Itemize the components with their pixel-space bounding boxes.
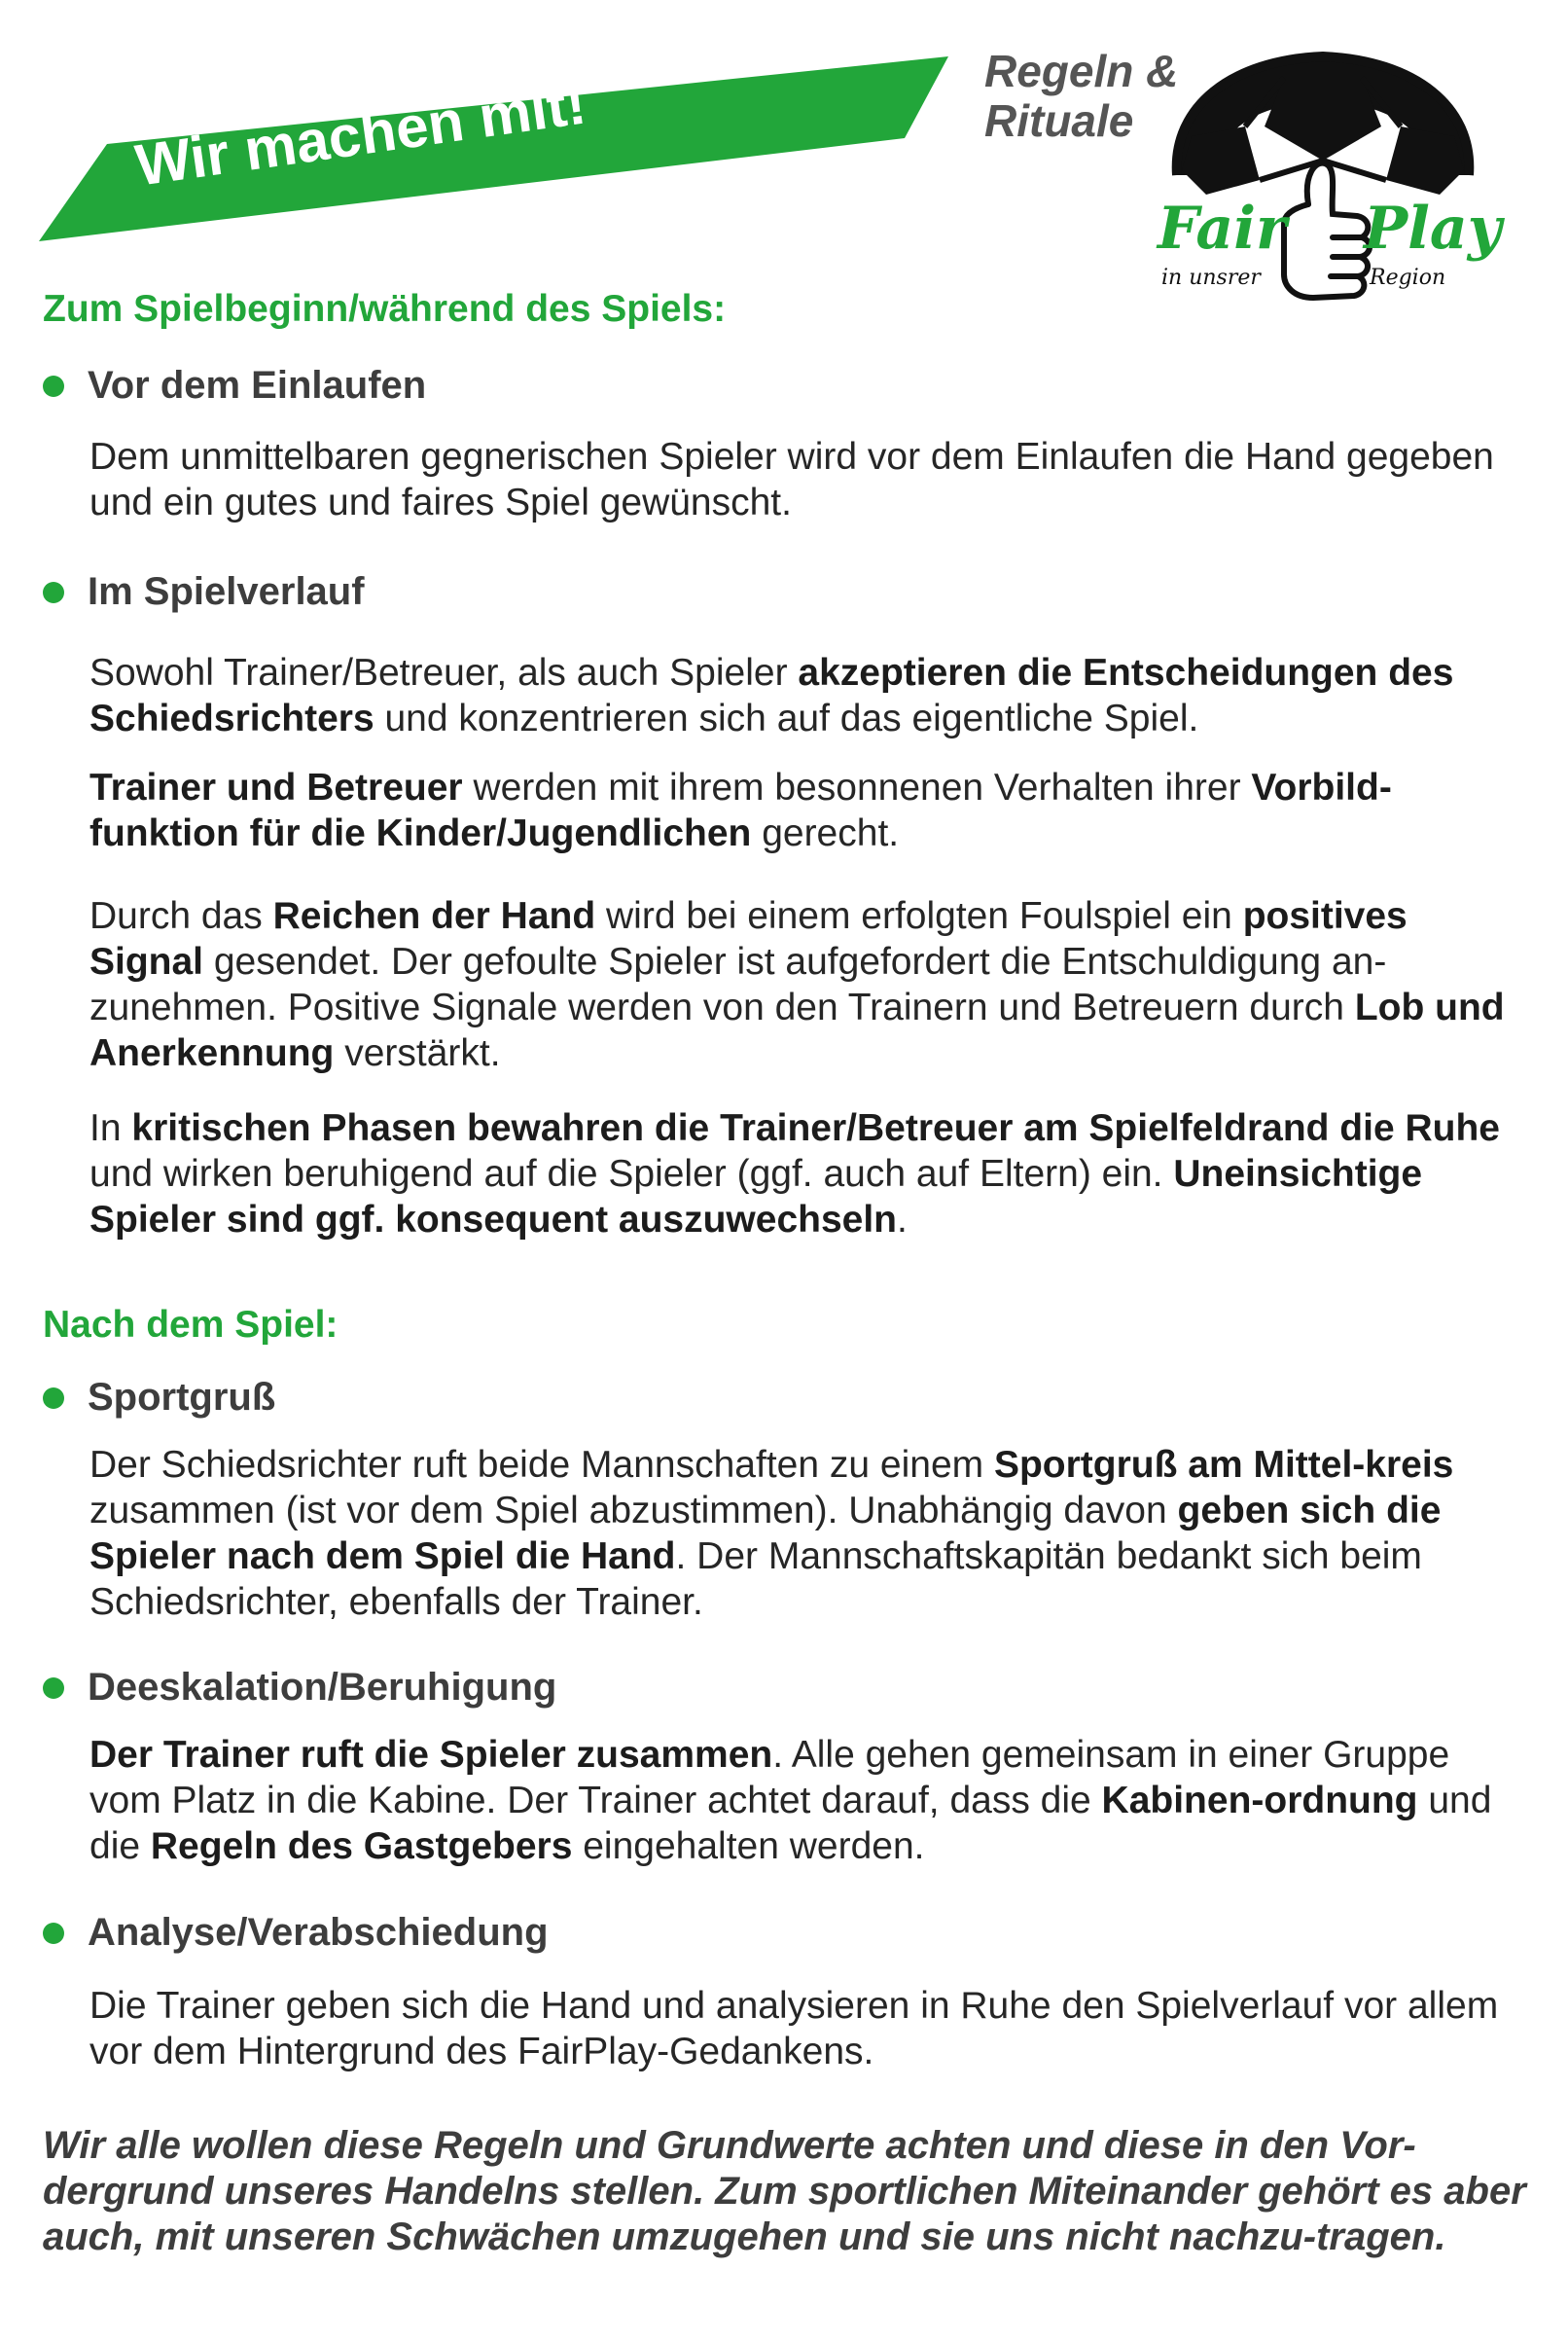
bullet-icon <box>43 582 64 603</box>
bullet-icon <box>43 1923 64 1944</box>
logo-tag-left: in unsrer <box>1161 266 1261 290</box>
bold-text: Lob und Anerkennung <box>89 987 1505 1074</box>
paragraph <box>89 1442 1519 1625</box>
item-heading: Vor dem Einlaufen <box>88 364 427 407</box>
bold-text: geben sich die Spieler nach dem Spiel die Hand <box>89 1490 1442 1577</box>
fair-play-logo <box>1138 49 1508 379</box>
bullet-icon <box>43 1387 64 1409</box>
text-run: Sowohl Trainer/Betreuer, als auch Spieler <box>89 652 799 694</box>
paragraph: Dem unmittelbaren gegnerischen Spieler wird vor dem Einlaufen die Hand gegeben und ein gutes und faires Spiel gewünscht. <box>89 436 1494 523</box>
text-run: zusammen (ist vor dem Spiel abzustimmen). Unabhängig davon <box>89 1490 1178 1531</box>
text-run: wird bei einem erfolgten Foulspiel ein <box>595 895 1243 937</box>
title-line-2: Rituale <box>984 94 1134 146</box>
bold-text: Vorbild-funktion für die Kinder/Jugendlichen <box>89 767 1392 854</box>
bold-text: Trainer und Betreuer <box>89 767 463 809</box>
item-im-spielverlauf <box>43 570 365 614</box>
text-run: verstärkt. <box>334 1032 501 1074</box>
title-line-1: Regeln & <box>984 46 1179 96</box>
bold-text: kritischen Phasen bewahren die Trainer/Betreuer am Spielfeldrand die Ruhe <box>131 1107 1500 1149</box>
section-title-after: Nach dem Spiel: <box>43 1304 339 1346</box>
text-run: In <box>89 1107 132 1149</box>
text-run: und konzentrieren sich auf das eigentliche Spiel. <box>374 698 1199 739</box>
paragraph: Die Trainer geben sich die Hand und analysieren in Ruhe den Spielverlauf vor allem vor dem Hintergrund des FairPlay-Gedankens. <box>89 1985 1499 2072</box>
paragraph <box>89 650 1519 741</box>
logo-word-play: Play <box>1364 195 1502 263</box>
item-heading: Im Spielverlauf <box>88 570 365 613</box>
text-run: und wirken beruhigend auf die Spieler (ggf. auch auf Eltern) ein. <box>89 1153 1174 1195</box>
bold-text: Uneinsichtige Spieler sind ggf. konsequent auszuwechseln <box>89 1153 1423 1241</box>
text-run: gesendet. Der gefoulte Spieler ist aufgefordert die Entschuldigung an-zunehmen. Positive Signale werden von den Trainern und Betreuern durch <box>89 941 1387 1028</box>
item-heading: Analyse/Verabschiedung <box>88 1911 549 1954</box>
bold-text: Kabinen-ordnung <box>1101 1780 1418 1821</box>
bold-text: akzeptieren die Entscheidungen des Schiedsrichters <box>89 652 1454 739</box>
text-run: Der Schiedsrichter ruft beide Mannschaften zu einem <box>89 1444 994 1486</box>
item-deeskalation <box>43 1666 556 1710</box>
text-run: gerecht. <box>751 812 900 854</box>
text-run: eingehalten werden. <box>572 1825 925 1867</box>
soccer-ball-icon <box>1177 56 1470 195</box>
item-vor-dem-einlaufen <box>43 364 426 408</box>
text-run: . <box>897 1199 908 1241</box>
thumbs-up-icon <box>1284 163 1370 298</box>
bullet-icon <box>43 1677 64 1699</box>
paragraph <box>89 1105 1519 1243</box>
text-run: . Alle gehen gemeinsam in einer Gruppe vom Platz in die Kabine. Der Trainer achtet darauf, dass die <box>89 1734 1450 1821</box>
text-run: und die <box>89 1780 1492 1867</box>
paragraph <box>89 893 1519 1076</box>
paragraph <box>89 765 1519 856</box>
paragraph <box>89 1732 1519 1869</box>
logo-tag-right: Region <box>1370 266 1446 290</box>
bold-text: positives Signal <box>89 895 1408 983</box>
logo-word-fair: Fair <box>1158 195 1287 263</box>
closing-statement: Wir alle wollen diese Regeln und Grundwerte achten und diese in den Vor-dergrund unseres Handelns stellen. Zum sportlichen Miteinander gehört es aber auch, mit unseren Schwächen umzugehen und sie uns nicht nachzu-tragen. <box>43 2124 1526 2258</box>
text-run: . Der Mannschaftskapitän bedankt sich beim Schiedsrichter, ebenfalls der Trainer. <box>89 1535 1422 1623</box>
bullet-icon <box>43 376 64 397</box>
section-title-start: Zum Spielbeginn/während des Spiels: <box>43 288 727 330</box>
text-run: werden mit ihrem besonnenen Verhalten ihrer <box>462 767 1252 809</box>
bold-text: Regeln des Gastgebers <box>150 1825 573 1867</box>
item-analyse <box>43 1911 549 1955</box>
item-sportgruss <box>43 1376 275 1420</box>
bold-text: Reichen der Hand <box>272 895 596 937</box>
bold-text: Sportgruß am Mittel-kreis <box>993 1444 1454 1486</box>
text-run: Durch das <box>89 895 273 937</box>
bold-text: Der Trainer ruft die Spieler zusammen <box>89 1734 773 1776</box>
item-heading: Deeskalation/Beruhigung <box>88 1666 557 1709</box>
item-heading: Sportgruß <box>88 1376 276 1419</box>
banner-title: Wir machen mit! <box>131 70 590 198</box>
